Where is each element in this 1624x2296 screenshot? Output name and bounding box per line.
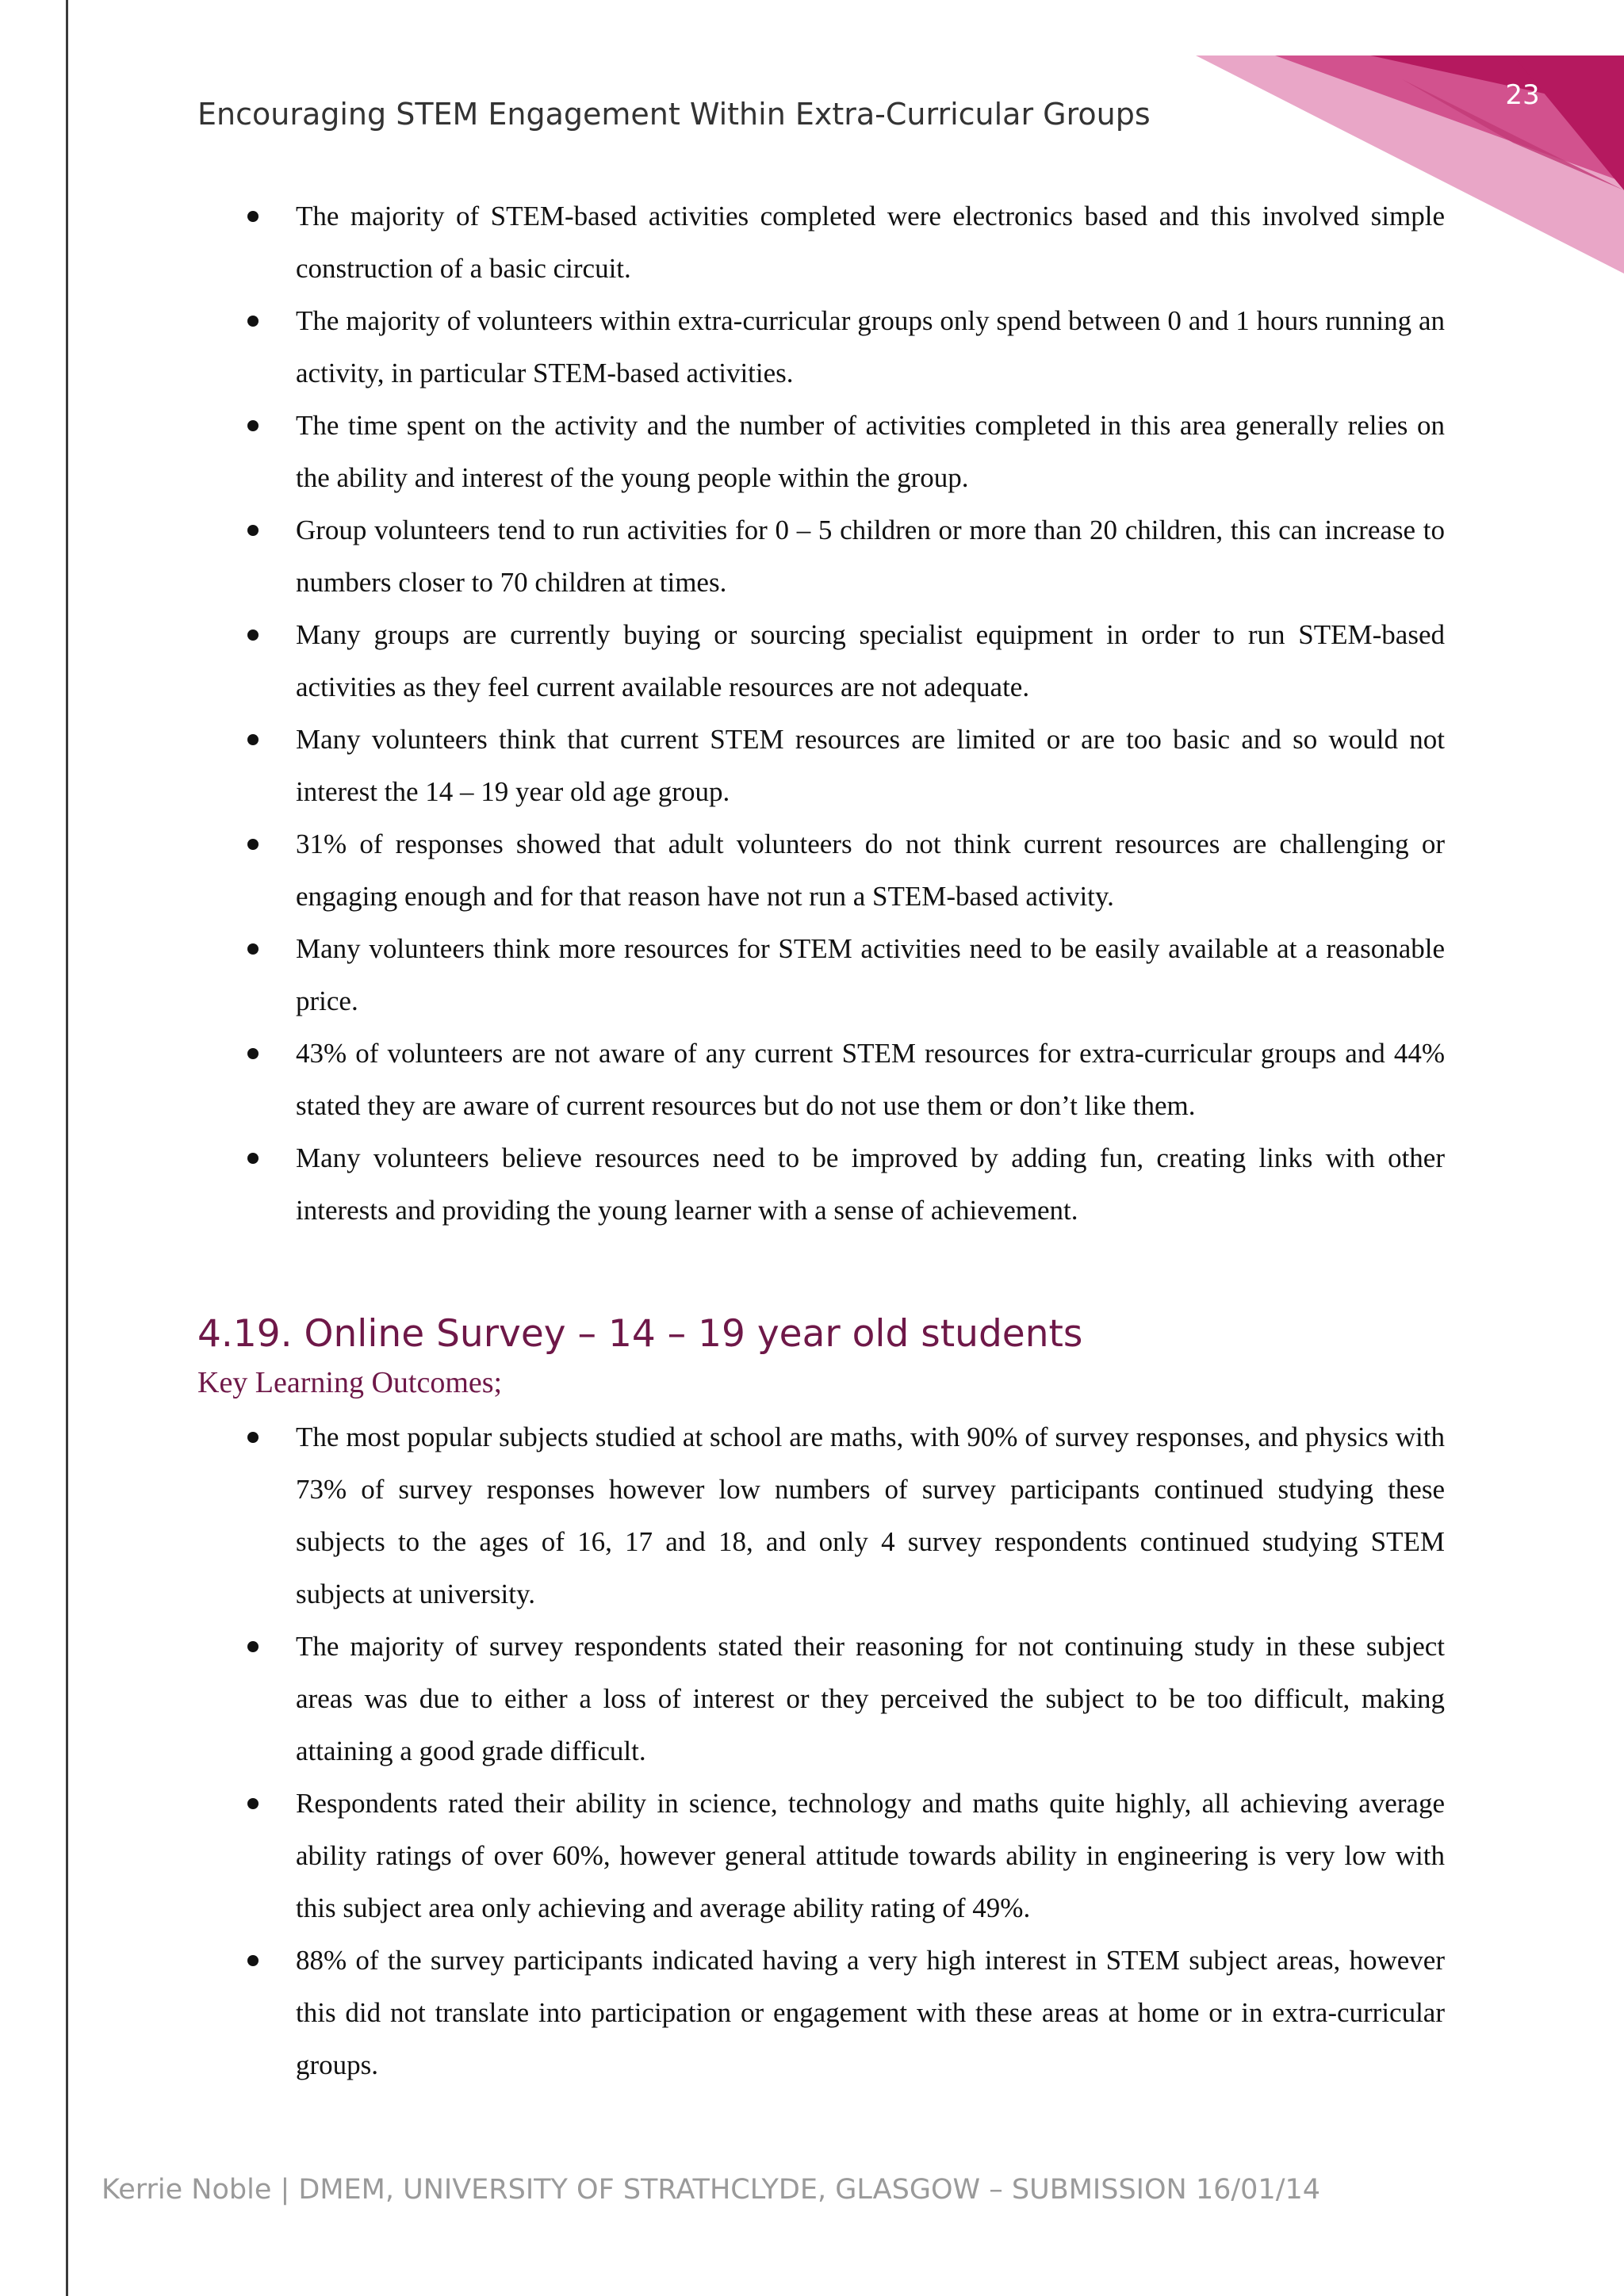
- list-item: [0, 1411, 1445, 1621]
- list-item: [0, 1934, 1445, 2091]
- bullet-text: Group volunteers tend to run activities for 0 – 5 children or more than 20 children, this can increase to numbers closer to 70 children at times.: [296, 515, 1445, 598]
- list-item: [0, 1132, 1445, 1237]
- bullet-icon: [247, 211, 259, 222]
- list-item: [0, 295, 1445, 400]
- bullet-icon: [247, 943, 259, 955]
- list-item: [0, 923, 1445, 1027]
- bullet-icon: [247, 1641, 259, 1652]
- bullet-text: The time spent on the activity and the number of activities completed in this area generally relies on the ability and interest of the young people within the group.: [296, 410, 1445, 493]
- findings-bullet-list: [0, 190, 1624, 1237]
- list-item: [0, 714, 1445, 818]
- list-item: [0, 1621, 1445, 1777]
- bullet-text: Many volunteers believe resources need to be improved by adding fun, creating links with other interests and providing the young learner with a sense of achievement.: [296, 1142, 1445, 1226]
- list-item: [0, 1777, 1445, 1934]
- list-item: [0, 818, 1445, 923]
- bullet-icon: [247, 316, 259, 327]
- page-footer: Kerrie Noble | DMEM, UNIVERSITY OF STRATHCLYDE, GLASGOW – SUBMISSION 16/01/14: [102, 2174, 1321, 2206]
- bullet-icon: [247, 420, 259, 431]
- list-item: [0, 190, 1445, 295]
- section-subheading: Key Learning Outcomes;: [197, 1366, 503, 1399]
- bullet-icon: [247, 1432, 259, 1443]
- list-item: [0, 400, 1445, 504]
- running-header-title: Encouraging STEM Engagement Within Extra-Curricular Groups: [197, 97, 1151, 132]
- list-item: [0, 609, 1445, 714]
- learning-outcomes-bullet-list: [0, 1411, 1624, 2091]
- bullet-text: The majority of STEM-based activities completed were electronics based and this involved simple construction of a basic circuit.: [296, 201, 1445, 284]
- bullet-icon: [247, 1153, 259, 1164]
- list-item: [0, 504, 1445, 609]
- bullet-icon: [247, 629, 259, 641]
- bullet-text: 31% of responses showed that adult volunteers do not think current resources are challenging or engaging enough and for that reason have not run a STEM-based activity.: [296, 828, 1445, 912]
- bullet-icon: [247, 839, 259, 850]
- bullet-text: 88% of the survey participants indicated having a very high interest in STEM subject areas, however this did not translate into participation or engagement with these areas at home or in extra-curricular groups.: [296, 1945, 1445, 2080]
- bullet-text: Many volunteers think more resources for STEM activities need to be easily available at a reasonable price.: [296, 933, 1445, 1016]
- page-number: 23: [1505, 79, 1540, 111]
- bullet-text: The majority of volunteers within extra-curricular groups only spend between 0 and 1 hours running an activity, in particular STEM-based activities.: [296, 305, 1445, 388]
- bullet-text: Respondents rated their ability in science, technology and maths quite highly, all achieving average ability ratings of over 60%, however general attitude towards ability in engineering is very low with this subject area only achieving and average ability rating of 49%.: [296, 1788, 1445, 1923]
- section-heading: 4.19. Online Survey – 14 – 19 year old students: [197, 1312, 1083, 1356]
- bullet-text: Many groups are currently buying or sourcing specialist equipment in order to run STEM-based activities as they feel current available resources are not adequate.: [296, 619, 1445, 702]
- bullet-icon: [247, 1798, 259, 1809]
- bullet-icon: [247, 1048, 259, 1059]
- list-item: [0, 1027, 1445, 1132]
- bullet-text: The majority of survey respondents stated their reasoning for not continuing study in these subject areas was due to either a loss of interest or they perceived the subject to be too difficult, making attaining a good grade difficult.: [296, 1631, 1445, 1766]
- bullet-icon: [247, 525, 259, 536]
- bullet-icon: [247, 1955, 259, 1966]
- bullet-text: Many volunteers think that current STEM resources are limited or are too basic and so would not interest the 14 – 19 year old age group.: [296, 724, 1445, 807]
- bullet-text: The most popular subjects studied at school are maths, with 90% of survey responses, and physics with 73% of survey responses however low numbers of survey participants continued studying these subjects to the ages of 16, 17 and 18, and only 4 survey respondents continued studying STEM subjects at university.: [296, 1422, 1445, 1609]
- bullet-text: 43% of volunteers are not aware of any current STEM resources for extra-curricular groups and 44% stated they are aware of current resources but do not use them or don’t like them.: [296, 1038, 1445, 1121]
- bullet-icon: [247, 734, 259, 745]
